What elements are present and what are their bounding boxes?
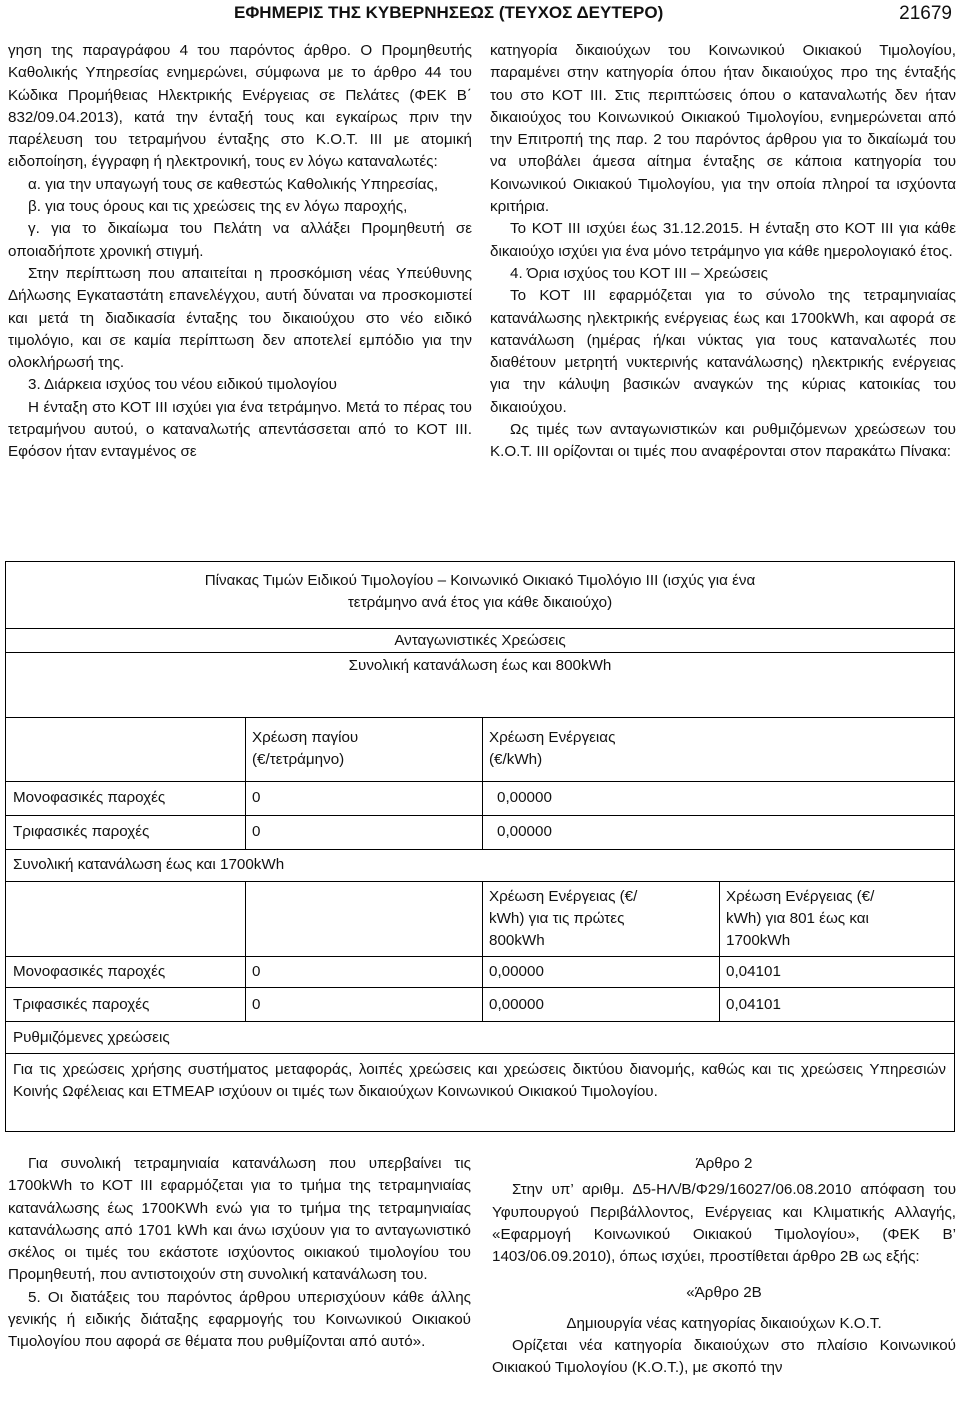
regulated-charges-heading: Ρυθμιζόμενες χρεώσεις (13, 1029, 170, 1046)
paragraph: Ορίζεται νέα κατηγορία δικαιούχων στο πλαίσιο Κοινωνικού Οικιακού Τιμολογίου (Κ.Ο.Τ.), με σκοπό την (492, 1337, 956, 1377)
row-label: Τριφασικές παροχές (13, 823, 150, 840)
paragraph: κατηγορία δικαιούχων του Κοινωνικού Οικιακού Τιμολογίου, παραμένει στην κατηγορία όπου ήταν δικαιούχος προ της ένταξής του στο ΚΟΤ ΙΙΙ. Στις περιπτώσεις όπου ο καταναλωτής δεν ήταν δικαιούχος του Κοινωνικού Οικιακού Τιμολογίου, ενημερώνεται από την Επιτροπή της παρ. 2 του παρόντος άρθρου για το δικαίωμά του να υποβάλει άμεσα αίτημα ένταξης σε κάποια κατηγορία του Κοινωνικού Οικιακού Τιμολογίου, για την οποία πληροί τα ισχύοντα κριτήρια. (490, 42, 956, 216)
from-801-header: Χρέωση Ενέργειας (€/ kWh) για 801 έως και 1700kWh (726, 888, 875, 949)
paragraph: Στην υπ’ αριθμ. Δ5-ΗΛ/Β/Φ29/16027/06.08.2010 απόφαση του Υφυπουργού Περιβάλλοντος, Ενέργειας και Κλιματικής Αλλαγής, «Εφαρμογή Κοινωνικού Οικιακού Τιμολογίου», (ΦΕΚ Β’ 1403/06.09.2010), όπως ισχύει, προστίθεται άρθρο 2Β ως εξής: (492, 1181, 956, 1266)
article-heading: «Άρθρο 2Β (686, 1284, 762, 1302)
article-heading: Άρθρο 2 (695, 1155, 753, 1172)
competitive-charges-heading: Ανταγωνιστικές Χρεώσεις (394, 632, 566, 649)
paragraph: 5. Οι διατάξεις του παρόντος άρθρου υπερισχύουν κάθε άλλης γενικής ή ειδικής διάταξης εφαρμογής του Κοινωνικού Οικιακού Τιμολογίου που αφορά σε θέματα που ρυθμίζονται από αυτό». (8, 1288, 471, 1351)
first-band-value: 0,00000 (489, 996, 544, 1013)
article-subtitle: Δημιουργία νέας κατηγορίας δικαιούχων Κ.Ο.Τ. (566, 1314, 882, 1332)
column-divider (719, 881, 720, 1021)
paragraph: Στην περίπτωση που απαιτείται η προσκόμιση νέας Υπεύθυνης Δήλωσης Εγκαταστάτη επανελέγχου, αυτή δύναται να προσκομιστεί και μετά τη διαδικασία ένταξης του δικαιούχου στο νέο ειδικό τιμολόγιο, και σε καμία περίπτωση δεν αποτελεί εμπόδιο για την ολοκλήρωσή της. (8, 264, 472, 372)
table-row (6, 1053, 954, 1131)
up-to-800-heading: Συνολική κατανάλωση έως και 800kWh (348, 657, 612, 674)
second-band-value: 0,04101 (726, 996, 781, 1013)
column-divider (245, 717, 246, 849)
energy-charge-header: Χρέωση Ενέργειας (€/kWh) (489, 729, 616, 768)
energy-value: 0,00000 (497, 789, 552, 806)
table-header-row (6, 881, 954, 956)
top-left-column (8, 40, 472, 464)
page-number: 21679 (899, 3, 952, 24)
row-label: Μονοφασικές παροχές (13, 963, 166, 980)
table-row (6, 815, 954, 849)
fixed-value: 0 (252, 789, 261, 806)
row-label: Μονοφασικές παροχές (13, 789, 166, 806)
paragraph: γ. για το δικαίωμα του Πελάτη να αλλάξει Προμηθευτή σε οποιαδήποτε χρονική στιγμή. (8, 220, 472, 260)
tariff-table (5, 561, 955, 1132)
paragraph: γηση της παραγράφου 4 του παρόντος άρθρο. Ο Προμηθευτής Καθολικής Υπηρεσίας ενημερώνει, σύμφωνα με το άρθρο 44 του Κώδικα Προμήθειας Ηλεκτρικής Ενέργειας σε Πελάτες (ΦΕΚ Β΄ 832/09.04.2013), κατά την ένταξή τους και εγκαίρως πριν την παρέλευση του τετραμήνου ένταξης στο Κ.Ο.Τ. ΙΙΙ με ατομική ειδοποίηση, έγγραφη ή ηλεκτρονική, τους εν λόγω καταναλωτές: (8, 42, 472, 171)
regulated-charges-text: Για τις χρεώσεις χρήσης συστήματος μεταφοράς, λοιπές χρεώσεις και χρεώσεις δικτύου διανομής, καθώς και τις χρεώσεις Υπηρεσιών Κοινής Ωφέλειας και ΕΤΜΕΑΡ ισχύουν οι τιμές των δικαιούχων Κοινωνικού Οικιακού Τιμολογίου. (13, 1061, 946, 1100)
column-divider (245, 881, 246, 1021)
table-row (6, 628, 954, 652)
paragraph: β. για τους όρους και τις χρεώσεις της εν λόγω παροχής, (28, 198, 408, 216)
table-header-row (6, 717, 954, 781)
paragraph: α. για την υπαγωγή τους σε καθεστώς Καθολικής Υπηρεσίας, (28, 175, 439, 193)
table-title: Πίνακας Τιμών Ειδικού Τιμολογίου – Κοινωνικό Οικιακό Τιμολόγιο ΙΙΙ (ισχύς για ένα τετράμηνο ανά έτος για κάθε δικαιούχο) (204, 572, 756, 611)
column-divider (482, 717, 483, 849)
fixed-value: 0 (252, 823, 261, 840)
table-row (6, 849, 954, 881)
paragraph: Η ένταξη στο ΚΟΤ ΙΙΙ ισχύει για ένα τετράμηνο. Μετά το πέρας του τετραμήνου αυτού, ο καταναλωτής απεντάσσεται από το ΚΟΤ ΙΙΙ. Εφόσον ήταν ενταγμένος σε (8, 398, 472, 461)
section-heading: 3. Διάρκεια ισχύος του νέου ειδικού τιμολογίου (28, 376, 337, 394)
first-800-header: Χρέωση Ενέργειας (€/ kWh) για τις πρώτες 800kWh (489, 888, 638, 949)
up-to-1700-heading: Συνολική κατανάλωση έως και 1700kWh (13, 856, 285, 873)
row-label: Τριφασικές παροχές (13, 996, 150, 1013)
table-row (6, 987, 954, 1021)
table-row (6, 956, 954, 987)
section-heading: 4. Όρια ισχύος του ΚΟΤ ΙΙΙ – Χρεώσεις (510, 264, 768, 282)
paragraph: Το ΚΟΤ ΙΙΙ εφαρμόζεται για το σύνολο της τετραμηνιαίας κατανάλωσης ηλεκτρικής ενέργειας έως και 1700kWh, και αφορά σε κατανάλωση (ημέρας ή/και νύκτας για τους καταναλωτές που διαθέτουν μετρητή νυκτερινής κατανάλωσης) ηλεκτρικής ενέργειας για την κάλυψη βασικών αναγκών της κύριας κατοικίας του δικαιούχου. (490, 287, 956, 416)
paragraph: Το ΚΟΤ ΙΙΙ ισχύει έως 31.12.2015. Η ένταξη στο ΚΟΤ ΙΙΙ για κάθε δικαιούχο ισχύει για ένα μόνο τετράμηνο για κάθε ημερολογιακό έτος. (490, 220, 956, 260)
fixed-value: 0 (252, 996, 261, 1013)
bottom-left-column (8, 1153, 471, 1354)
fixed-value: 0 (252, 963, 261, 980)
fixed-charge-header: Χρέωση παγίου (€/τετράμηνο) (252, 729, 359, 768)
paragraph: Ως τιμές των ανταγωνιστικών και ρυθμιζόμενων χρεώσεων του Κ.Ο.Τ. ΙΙΙ ορίζονται οι τιμές που αναφέρονται στον παρακάτω Πίνακα: (490, 421, 956, 461)
paragraph: Για συνολική τετραμηνιαία κατανάλωση που υπερβαίνει τις 1700kWh το ΚΟΤ ΙΙΙ εφαρμόζεται για το τμήμα της τετραμηνιαίας κατανάλωσης έως 1700KWh ενώ για το τμήμα της τετραμηνιαίας κατανάλωσης από 1701 kWh και άνω ισχύουν για το ανταγωνιστικό σκέλος οι τιμές του εκάστοτε ισχύοντος οικιακού τιμολογίου του Προμηθευτή, που αντιστοιχούν στη συνολική κατανάλωση του. (8, 1155, 471, 1284)
column-divider (482, 881, 483, 1021)
gazette-title: ΕΦΗΜΕΡΙΣ ΤΗΣ ΚΥΒΕΡΝΗΣΕΩΣ (ΤΕΥΧΟΣ ΔΕΥΤΕΡΟ) (234, 3, 664, 22)
table-title-row (6, 562, 954, 628)
second-band-value: 0,04101 (726, 963, 781, 980)
energy-value: 0,00000 (497, 823, 552, 840)
first-band-value: 0,00000 (489, 963, 544, 980)
page-header (0, 0, 960, 30)
bottom-right-column (492, 1153, 956, 1380)
table-row (6, 781, 954, 815)
top-right-column (490, 40, 956, 464)
table-row (6, 1021, 954, 1053)
table-row (6, 652, 954, 717)
